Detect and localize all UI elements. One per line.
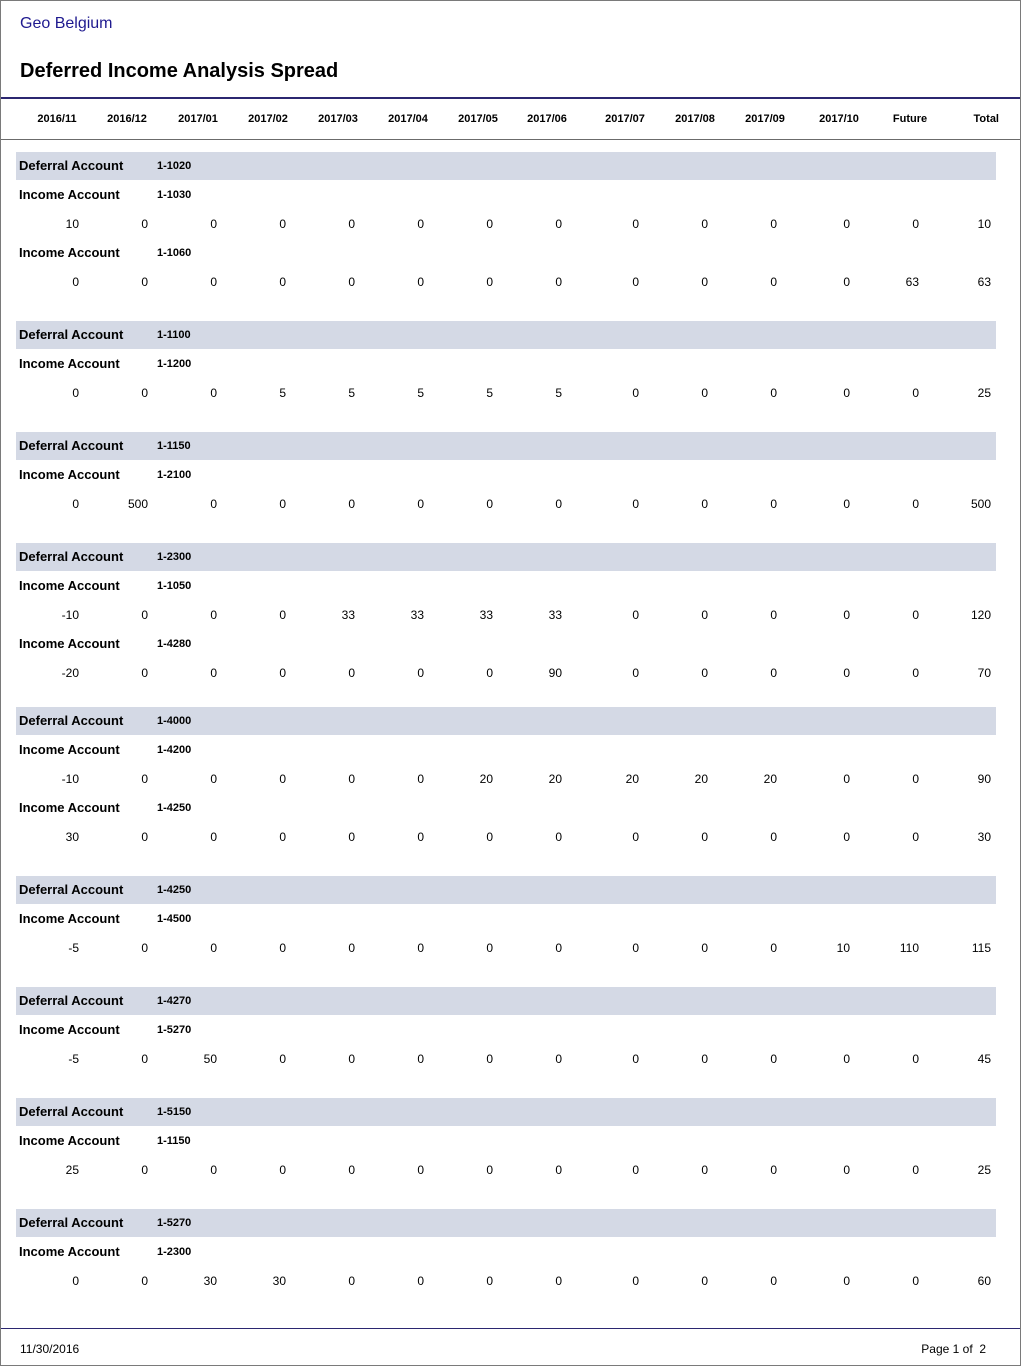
- value-cell-2017-05: 0: [486, 497, 493, 511]
- value-cell-2017-07: 0: [632, 275, 639, 289]
- value-cell-2017-09: 0: [770, 1163, 777, 1177]
- value-cell-2016-12: 0: [141, 1163, 148, 1177]
- value-cell-2016-11: -10: [61, 608, 79, 622]
- value-cell-2016-12: 0: [141, 1052, 148, 1066]
- column-header: 2017/05: [458, 113, 498, 125]
- value-cell-2017-09: 0: [770, 608, 777, 622]
- value-cell-future: 110: [899, 941, 919, 955]
- value-cell-2016-11: -5: [68, 1052, 79, 1066]
- value-cell-2017-08: 0: [701, 217, 708, 231]
- value-cell-2017-10: 0: [843, 275, 850, 289]
- value-cell-2017-02: 30: [272, 1274, 286, 1288]
- value-cell-2017-01: 0: [210, 772, 217, 786]
- value-cell-2016-12: 0: [141, 666, 148, 680]
- value-cell-2017-09: 0: [770, 386, 777, 400]
- value-cell-total: 115: [971, 941, 991, 955]
- value-cell-total: 30: [977, 830, 991, 844]
- value-cell-total: 500: [970, 497, 991, 511]
- income-account-label: Income Account: [19, 245, 120, 260]
- value-cell-2017-03: 0: [348, 941, 355, 955]
- value-cell-2017-06: 33: [548, 608, 562, 622]
- income-account-label: Income Account: [19, 636, 120, 651]
- company-name: Geo Belgium: [20, 15, 113, 32]
- value-cell-2017-07: 0: [632, 830, 639, 844]
- value-cell-2017-03: 0: [348, 772, 355, 786]
- value-cell-2017-05: 0: [486, 1052, 493, 1066]
- value-cell-2017-03: 0: [348, 1052, 355, 1066]
- income-account-code: 1-2100: [157, 469, 192, 481]
- deferral-account-code: 1-1100: [157, 329, 191, 341]
- income-account-code: 1-1030: [157, 189, 192, 201]
- column-header: Future: [892, 113, 928, 125]
- value-cell-2017-10: 10: [836, 941, 850, 955]
- value-cell-total: 63: [977, 275, 991, 289]
- value-cell-2017-01: 0: [210, 941, 217, 955]
- value-cell-total: 90: [977, 772, 991, 786]
- column-header: 2017/06: [527, 113, 567, 125]
- value-cell-2017-08: 20: [694, 772, 708, 786]
- value-cell-2017-08: 0: [701, 497, 708, 511]
- deferral-account-code: 1-4270: [157, 995, 192, 1007]
- value-cell-2016-11: 0: [72, 275, 79, 289]
- value-cell-2017-09: 0: [770, 217, 777, 231]
- value-cell-2017-07: 0: [632, 1274, 639, 1288]
- income-account-label: Income Account: [19, 578, 120, 593]
- value-cell-total: 25: [977, 1163, 991, 1177]
- value-cell-2016-11: 0: [72, 386, 79, 400]
- value-cell-2017-08: 0: [701, 1052, 708, 1066]
- value-cell-2017-02: 0: [279, 830, 286, 844]
- value-cell-2017-07: 20: [625, 772, 639, 786]
- value-cell-2017-03: 0: [348, 275, 355, 289]
- deferral-account-label: Deferral Account: [19, 158, 124, 173]
- value-cell-2017-10: 0: [843, 608, 850, 622]
- income-account-label: Income Account: [19, 911, 120, 926]
- column-header: 2017/10: [819, 113, 859, 125]
- value-cell-2017-03: 0: [348, 1163, 355, 1177]
- value-cell-2017-07: 0: [632, 1052, 639, 1066]
- deferral-account-label: Deferral Account: [19, 327, 124, 342]
- value-cell-2017-01: 0: [210, 217, 217, 231]
- value-cell-2017-05: 0: [486, 217, 493, 231]
- value-cell-total: 60: [977, 1274, 991, 1288]
- income-account-label: Income Account: [19, 742, 120, 757]
- value-cell-2017-02: 0: [279, 497, 286, 511]
- income-account-code: 1-4200: [157, 744, 192, 756]
- value-cell-2017-06: 20: [548, 772, 562, 786]
- value-cell-2017-10: 0: [843, 1274, 850, 1288]
- value-cell-future: 0: [912, 1274, 919, 1288]
- value-cell-2016-12: 0: [141, 217, 148, 231]
- value-cell-2017-04: 0: [417, 830, 424, 844]
- column-header: 2017/01: [178, 113, 218, 125]
- value-cell-2017-04: 0: [417, 275, 424, 289]
- value-cell-2017-07: 0: [632, 1163, 639, 1177]
- value-cell-2017-02: 0: [279, 772, 286, 786]
- value-cell-2017-06: 0: [555, 1052, 562, 1066]
- value-cell-2016-12: 0: [141, 941, 148, 955]
- value-cell-2016-12: 0: [141, 608, 148, 622]
- value-cell-2017-04: 33: [410, 608, 424, 622]
- deferral-account-label: Deferral Account: [19, 713, 124, 728]
- value-cell-2017-03: 0: [348, 497, 355, 511]
- report-title: Deferred Income Analysis Spread: [20, 60, 339, 82]
- value-cell-future: 0: [912, 497, 919, 511]
- value-cell-future: 0: [912, 666, 919, 680]
- value-cell-2016-12: 0: [141, 772, 148, 786]
- column-header: 2017/03: [318, 113, 358, 125]
- value-cell-2017-04: 0: [417, 1274, 424, 1288]
- deferral-account-label: Deferral Account: [19, 1104, 124, 1119]
- value-cell-2017-04: 0: [417, 217, 424, 231]
- value-cell-2017-06: 0: [555, 1274, 562, 1288]
- value-cell-2017-08: 0: [701, 608, 708, 622]
- value-cell-2017-10: 0: [843, 830, 850, 844]
- deferral-account-code: 1-5270: [157, 1217, 192, 1229]
- value-cell-2016-11: 30: [65, 830, 79, 844]
- value-cell-2016-11: 25: [65, 1163, 79, 1177]
- value-cell-2017-10: 0: [843, 386, 850, 400]
- value-cell-future: 0: [912, 1052, 919, 1066]
- footer-page-number: Page 1 of 2: [921, 1342, 986, 1356]
- income-account-code: 1-4280: [157, 638, 192, 650]
- value-cell-2017-04: 0: [417, 666, 424, 680]
- income-account-label: Income Account: [19, 1022, 120, 1037]
- column-header-row: [1, 98, 1020, 140]
- footer-date: 11/30/2016: [20, 1342, 80, 1356]
- value-cell-2017-06: 0: [555, 217, 562, 231]
- value-cell-2016-11: 0: [72, 1274, 79, 1288]
- value-cell-2016-12: 0: [141, 1274, 148, 1288]
- deferral-account-label: Deferral Account: [19, 993, 124, 1008]
- value-cell-future: 0: [912, 386, 919, 400]
- value-cell-2017-05: 0: [486, 275, 493, 289]
- income-account-label: Income Account: [19, 1133, 120, 1148]
- value-cell-2017-05: 33: [479, 608, 493, 622]
- value-cell-2017-05: 0: [486, 1274, 493, 1288]
- value-cell-future: 63: [905, 275, 919, 289]
- value-cell-2017-06: 5: [555, 386, 562, 400]
- column-header: 2016/12: [107, 113, 147, 125]
- value-cell-2017-07: 0: [632, 608, 639, 622]
- income-account-label: Income Account: [19, 187, 120, 202]
- value-cell-2017-06: 0: [555, 830, 562, 844]
- value-cell-2017-06: 90: [548, 666, 562, 680]
- value-cell-2016-11: 10: [65, 217, 79, 231]
- value-cell-2017-10: 0: [843, 497, 850, 511]
- value-cell-2017-10: 0: [843, 217, 850, 231]
- value-cell-2017-05: 20: [479, 772, 493, 786]
- income-account-code: 1-4500: [157, 913, 192, 925]
- value-cell-future: 0: [912, 1163, 919, 1177]
- income-account-label: Income Account: [19, 1244, 120, 1259]
- value-cell-2017-01: 0: [210, 1163, 217, 1177]
- value-cell-2017-09: 0: [770, 666, 777, 680]
- deferral-account-code: 1-4000: [157, 715, 192, 727]
- deferral-account-code: 1-4250: [157, 884, 192, 896]
- value-cell-2017-09: 0: [770, 1052, 777, 1066]
- value-cell-2017-09: 0: [770, 497, 777, 511]
- deferral-account-label: Deferral Account: [19, 438, 124, 453]
- value-cell-2017-02: 0: [279, 666, 286, 680]
- value-cell-2017-07: 0: [632, 497, 639, 511]
- value-cell-2017-09: 0: [770, 275, 777, 289]
- value-cell-2017-05: 0: [486, 1163, 493, 1177]
- income-account-label: Income Account: [19, 467, 120, 482]
- income-account-label: Income Account: [19, 356, 120, 371]
- income-account-code: 1-1060: [157, 247, 192, 259]
- value-cell-total: 25: [977, 386, 991, 400]
- value-cell-2017-04: 0: [417, 941, 424, 955]
- value-cell-2017-10: 0: [843, 666, 850, 680]
- value-cell-2017-05: 0: [486, 941, 493, 955]
- income-account-code: 1-1050: [157, 580, 192, 592]
- value-cell-2017-01: 0: [210, 497, 217, 511]
- deferral-account-label: Deferral Account: [19, 1215, 124, 1230]
- value-cell-2017-10: 0: [843, 1163, 850, 1177]
- value-cell-2017-03: 33: [341, 608, 355, 622]
- column-header-rule: [1, 139, 1020, 140]
- income-account-label: Income Account: [19, 800, 120, 815]
- value-cell-2017-08: 0: [701, 666, 708, 680]
- column-header: 2017/09: [745, 113, 785, 125]
- value-cell-2016-12: 500: [127, 497, 148, 511]
- value-cell-future: 0: [912, 772, 919, 786]
- value-cell-2017-09: 20: [763, 772, 777, 786]
- income-account-code: 1-4250: [157, 802, 192, 814]
- value-cell-2017-01: 0: [210, 830, 217, 844]
- value-cell-2017-09: 0: [770, 830, 777, 844]
- value-cell-2017-04: 0: [417, 1163, 424, 1177]
- value-cell-2016-12: 0: [141, 386, 148, 400]
- value-cell-2017-01: 0: [210, 608, 217, 622]
- column-header: 2017/02: [248, 113, 288, 125]
- value-cell-2017-01: 0: [210, 666, 217, 680]
- value-cell-2017-03: 0: [348, 217, 355, 231]
- value-cell-2017-06: 0: [555, 275, 562, 289]
- value-cell-2017-07: 0: [632, 666, 639, 680]
- value-cell-2016-11: -20: [61, 666, 79, 680]
- value-cell-2017-06: 0: [555, 941, 562, 955]
- deferral-account-code: 1-2300: [157, 551, 192, 563]
- value-cell-2017-03: 0: [348, 830, 355, 844]
- value-cell-2017-02: 0: [279, 1052, 286, 1066]
- value-cell-2016-11: -10: [61, 772, 79, 786]
- deferral-account-label: Deferral Account: [19, 549, 124, 564]
- value-cell-2017-08: 0: [701, 941, 708, 955]
- value-cell-2017-08: 0: [701, 386, 708, 400]
- value-cell-2016-12: 0: [141, 830, 148, 844]
- deferral-account-code: 1-1020: [157, 160, 192, 172]
- value-cell-2016-11: -5: [68, 941, 79, 955]
- value-cell-2017-02: 0: [279, 1163, 286, 1177]
- income-account-code: 1-1150: [157, 1135, 191, 1147]
- deferral-account-code: 1-5150: [157, 1106, 192, 1118]
- value-cell-2017-02: 0: [279, 275, 286, 289]
- column-header: 2017/04: [388, 113, 428, 125]
- value-cell-2017-01: 30: [203, 1274, 217, 1288]
- value-cell-2017-04: 0: [417, 772, 424, 786]
- value-cell-2017-03: 0: [348, 1274, 355, 1288]
- value-cell-2017-04: 5: [417, 386, 424, 400]
- value-cell-2017-10: 0: [843, 1052, 850, 1066]
- value-cell-2017-02: 0: [279, 941, 286, 955]
- value-cell-2017-02: 5: [279, 386, 286, 400]
- value-cell-future: 0: [912, 217, 919, 231]
- value-cell-total: 45: [977, 1052, 991, 1066]
- column-header: Total: [973, 113, 999, 125]
- value-cell-2017-08: 0: [701, 1274, 708, 1288]
- value-cell-future: 0: [912, 830, 919, 844]
- footer-rule: [1, 1328, 1020, 1329]
- value-cell-2017-05: 0: [486, 830, 493, 844]
- value-cell-2017-06: 0: [555, 1163, 562, 1177]
- value-cell-2017-09: 0: [770, 1274, 777, 1288]
- value-cell-2017-09: 0: [770, 941, 777, 955]
- value-cell-future: 0: [912, 608, 919, 622]
- income-account-code: 1-2300: [157, 1246, 192, 1258]
- value-cell-2017-05: 5: [486, 386, 493, 400]
- column-header: 2016/11: [37, 113, 77, 125]
- deferral-account-label: Deferral Account: [19, 882, 124, 897]
- value-cell-2017-06: 0: [555, 497, 562, 511]
- value-cell-2017-01: 0: [210, 275, 217, 289]
- value-cell-2017-07: 0: [632, 941, 639, 955]
- income-account-code: 1-1200: [157, 358, 192, 370]
- deferral-account-code: 1-1150: [157, 440, 191, 452]
- value-cell-total: 70: [977, 666, 991, 680]
- value-cell-2017-04: 0: [417, 1052, 424, 1066]
- value-cell-2017-07: 0: [632, 217, 639, 231]
- column-header: 2017/07: [605, 113, 645, 125]
- value-cell-2017-08: 0: [701, 275, 708, 289]
- value-cell-2017-03: 0: [348, 666, 355, 680]
- value-cell-2017-10: 0: [843, 772, 850, 786]
- value-cell-2017-02: 0: [279, 217, 286, 231]
- value-cell-2016-12: 0: [141, 275, 148, 289]
- income-account-code: 1-5270: [157, 1024, 192, 1036]
- value-cell-2017-07: 0: [632, 386, 639, 400]
- value-cell-2017-01: 50: [203, 1052, 217, 1066]
- value-cell-total: 10: [977, 217, 991, 231]
- value-cell-total: 120: [970, 608, 991, 622]
- value-cell-2017-02: 0: [279, 608, 286, 622]
- value-cell-2017-08: 0: [701, 830, 708, 844]
- value-cell-2017-03: 5: [348, 386, 355, 400]
- value-cell-2017-05: 0: [486, 666, 493, 680]
- value-cell-2017-04: 0: [417, 497, 424, 511]
- value-cell-2017-08: 0: [701, 1163, 708, 1177]
- value-cell-2016-11: 0: [72, 497, 79, 511]
- value-cell-2017-01: 0: [210, 386, 217, 400]
- column-header: 2017/08: [675, 113, 715, 125]
